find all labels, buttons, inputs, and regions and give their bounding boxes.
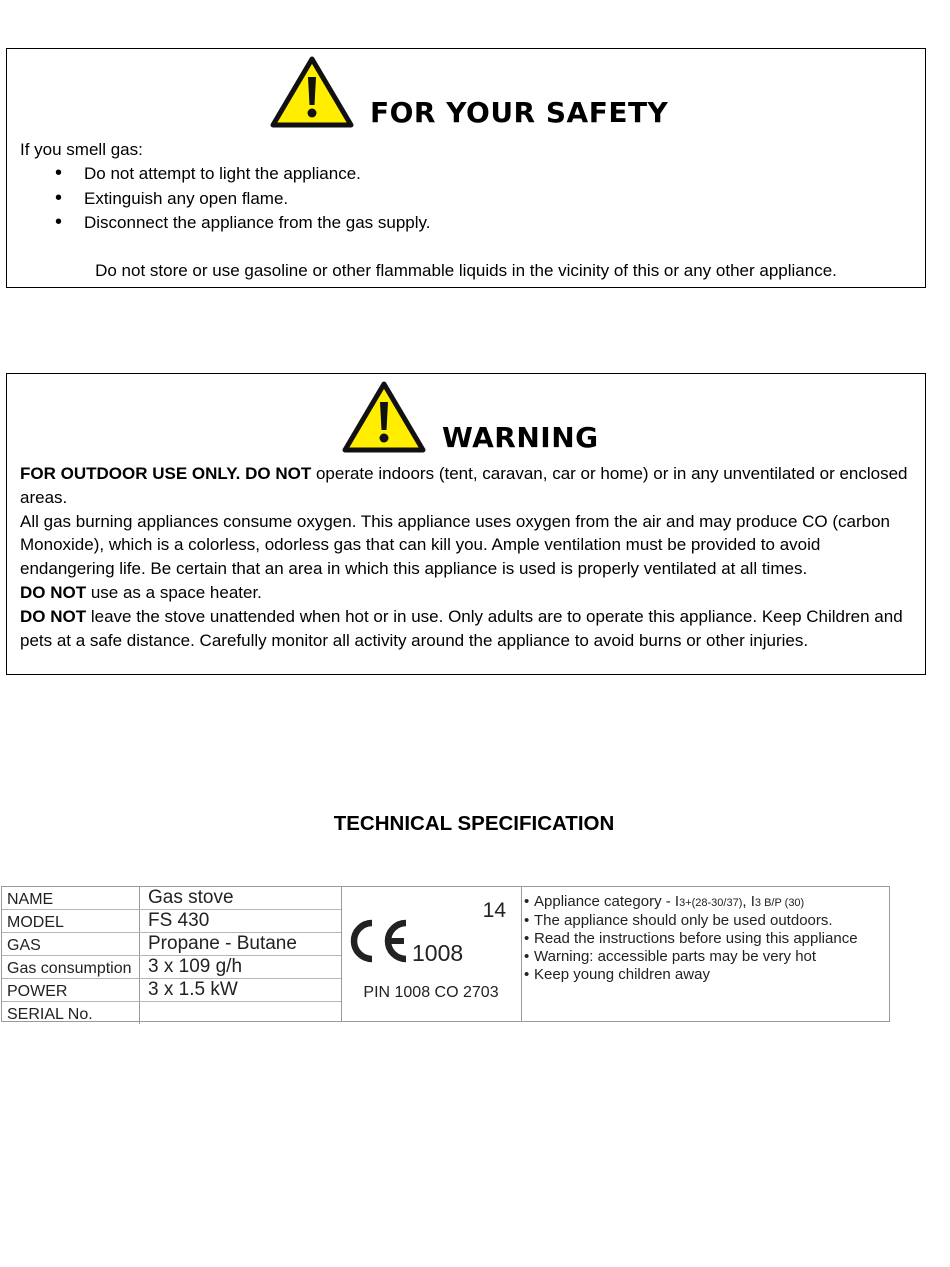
spec-value: 3 x 109 g/h	[140, 956, 342, 979]
list-item: • The appliance should only be used outdoors.	[524, 912, 888, 930]
storage-note: Do not store or use gasoline or other flammable liquids in the vicinity of this or any other appliance.	[95, 261, 837, 280]
unattended-paragraph	[20, 605, 918, 653]
oxygen-paragraph: All gas burning appliances consume oxygen. This appliance uses oxygen from the air and may produce CO (carbon Monoxide), which is a colorless, odorless gas that can kill you. Ample ventilation must be provided to avoid endangering life. Be certain that an area in which this appliance is used is properly ventilated at all times.	[20, 511, 891, 579]
spec-key: POWER	[2, 979, 140, 1002]
list-item: • Keep young children away	[524, 966, 888, 984]
paragraph-text: use as a space heater.	[86, 582, 262, 602]
technical-spec-heading: TECHNICAL SPECIFICATION	[333, 812, 615, 835]
table-row	[2, 910, 341, 933]
list-item: • Warning: accessible parts may be very hot	[524, 948, 888, 966]
spec-value	[140, 1002, 342, 1024]
spec-value: Propane - Butane	[140, 933, 342, 956]
warning-triangle-icon	[342, 380, 426, 454]
outdoor-only-paragraph	[20, 462, 918, 510]
spec-key: GAS	[2, 933, 140, 956]
space-heater-paragraph	[20, 581, 918, 605]
smell-gas-intro: If you smell gas:	[20, 140, 143, 159]
rating-plate	[1, 886, 890, 1022]
ce-year: 14	[482, 899, 506, 922]
paragraph-text: leave the stove unattended when hot or in use. Only adults are to operate this appliance. Keep Children and pets at a safe distance. Carefully monitor all activity around the appliance to avoid burns or other injuries.	[20, 606, 903, 650]
safety-box	[6, 48, 926, 288]
plate-notes	[524, 893, 888, 984]
ce-marking-area	[342, 887, 520, 1021]
bold-lead: FOR OUTDOOR USE ONLY. DO NOT	[20, 464, 312, 483]
warning-heading	[342, 380, 599, 454]
list-item: • Read the instructions before using this appliance	[524, 930, 888, 948]
warning-title: WARNING	[442, 421, 599, 454]
spec-key: NAME	[2, 887, 140, 910]
spec-value: Gas stove	[140, 887, 342, 910]
category-text: , I	[742, 893, 755, 910]
warning-text	[20, 462, 918, 652]
notified-body-number: 1008	[412, 940, 464, 966]
bold-lead: DO NOT	[20, 606, 87, 626]
list-item: • Do not attempt to light the appliance.	[20, 162, 431, 187]
spec-key: Gas consumption	[2, 956, 140, 979]
category-sub: 3+(28-30/37)	[679, 897, 743, 909]
spec-key: SERIAL No.	[2, 1002, 140, 1024]
warning-box	[6, 373, 926, 675]
table-row	[2, 1002, 341, 1024]
warning-triangle-icon	[270, 55, 354, 129]
spec-table	[2, 887, 341, 1024]
divider	[521, 887, 522, 1021]
spec-value: 3 x 1.5 kW	[140, 979, 342, 1002]
spec-key: MODEL	[2, 910, 140, 933]
list-item: • Disconnect the appliance from the gas supply.	[20, 211, 431, 236]
ce-mark-icon	[348, 919, 412, 963]
table-row	[2, 933, 341, 956]
pin-number: PIN 1008 CO 2703	[363, 984, 499, 1001]
paragraph-text: operate indoors (tent, caravan, car or home) or in any unventilated or enclosed areas.	[20, 464, 908, 507]
safety-title: FOR YOUR SAFETY	[370, 96, 669, 129]
safety-heading	[270, 55, 668, 129]
table-row	[2, 979, 341, 1002]
category-sub: 3 B/P (30)	[754, 897, 805, 909]
list-item	[524, 893, 888, 912]
spec-value: FS 430	[140, 910, 342, 933]
table-row	[2, 956, 341, 979]
table-row	[2, 887, 341, 910]
category-text: Appliance category - I	[534, 893, 680, 910]
bold-lead: DO NOT	[20, 582, 87, 602]
list-item: • Extinguish any open flame.	[20, 187, 431, 212]
safety-bullet-list	[20, 162, 431, 236]
